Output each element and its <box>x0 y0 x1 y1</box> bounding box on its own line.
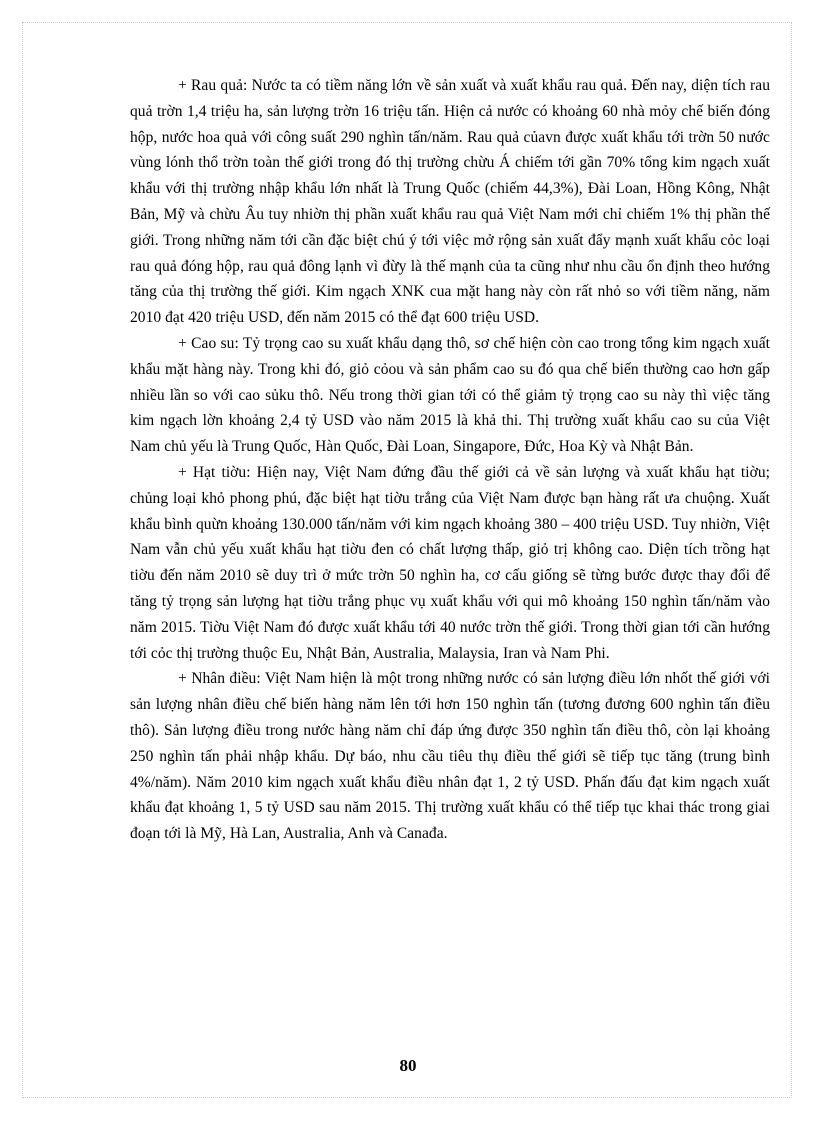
document-body <box>130 73 770 847</box>
paragraph-cashew: + Nhân điều: Việt Nam hiện là một trong những nước có sản lượng điều lớn nhốt thế giới với sản lượng nhân điều chế biến hàng năm lên tới hơn 150 nghìn tấn (tương đương 600 nghìn tấn điều thô). Sản lượng điều trong nước hàng năm chỉ đáp ứng được 350 nghìn tấn điều thô, còn lại khoảng 250 nghìn tấn phải nhập khẩu. Dự báo, nhu cầu tiêu thụ điều thế giới sẽ tiếp tục tăng (trung bình 4%/năm). Năm 2010 kim ngạch xuất khẩu điều nhân đạt 1, 2 tỷ USD. Phấn đấu đạt kim ngạch xuất khẩu đạt khoảng 1, 5 tỷ USD sau năm 2015. Thị trường xuất khẩu có thể tiếp tục khai thác trong giai đoạn tới là Mỹ, Hà Lan, Australia, Anh và Canađa. <box>130 670 770 843</box>
page-number: 80 <box>399 1056 417 1075</box>
paragraph-vegetables-fruits: + Rau quả: Nước ta có tiềm năng lớn về sản xuất và xuất khẩu rau quả. Đến nay, diện tích rau quả trờn 1,4 triệu ha, sản lượng trờn 16 triệu tấn. Hiện cả nước có khoảng 60 nhà mỏy chế biến đóng hộp, nước hoa quả với công suất 290 nghìn tấn/năm. Rau quả củavn được xuất khẩu tới trờn 50 nước vùng lónh thổ trờn toàn thế giới trong đó thị trường chừu Á chiếm tới gần 70% tổng kim ngạch xuất khẩu với thị trường nhập khẩu lớn nhất là Trung Quốc (chiếm 44,3%), Đài Loan, Hồng Kông, Nhật Bản, Mỹ và chừu Âu tuy nhiờn thị phần xuất khẩu rau quả Việt Nam mới chỉ chiếm 1% thị phần thế giới. Trong những năm tới cần đặc biệt chú ý tới việc mở rộng sản xuất đẩy mạnh xuất khẩu cỏc loại rau quả đóng hộp, rau quả đông lạnh vì đừy là thế mạnh của ta cũng như nhu cầu ổn định theo hướng tăng của thị trường thế giới. Kim ngạch XNK cua mặt hang này còn rất nhỏ so với tiềm năng, năm 2010 đạt 420 triệu USD, đến năm 2015 có thể đạt 600 triệu USD. <box>130 77 770 327</box>
paragraph-rubber: + Cao su: Tỷ trọng cao su xuất khẩu dạng thô, sơ chế hiện còn cao trong tổng kim ngạch xuất khẩu mặt hàng này. Trong khi đó, giỏ cỏou và sản phẩm cao su đó qua chế biến thường cao hơn gấp nhiều lần so với cao sủku thô. Nếu trong thời gian tới có thể giảm tỷ trọng cao su này thì việc tăng kim ngạch lờn khoảng 2,4 tỷ USD vào năm 2015 là khả thi. Thị trường xuất khẩu cao su của Việt Nam chủ yếu là Trung Quốc, Hàn Quốc, Đài Loan, Singapore, Đức, Hoa Kỳ và Nhật Bản. <box>130 334 770 456</box>
paragraph-pepper: + Hạt tiờu: Hiện nay, Việt Nam đứng đầu thế giới cả về sản lượng và xuất khẩu hạt tiờu; chủng loại khỏ phong phú, đặc biệt hạt tiờu trắng của Việt Nam được bạn hàng rất ưa chuộng. Xuất khẩu bình quừn khoảng 130.000 tấn/năm với kim ngạch khoảng 380 – 400 triệu USD. Tuy nhiờn, Việt Nam vẫn chủ yếu xuất khẩu hạt tiờu đen có chất lượng thấp, giỏ trị không cao. Diện tích trồng hạt tiờu đến năm 2010 sẽ duy trì ở mức trờn 50 nghìn ha, cơ cấu giống sẽ từng bước được thay đổi để tăng tỷ trọng sản lượng hạt tiờu trắng phục vụ xuất khẩu với qui mô khoảng 150 nghìn tấn/năm vào năm 2015. Tiờu Việt Nam đó được xuất khẩu tới 40 nước trờn thế giới. Trong thời gian tới cần hướng tới cỏc thị trường thuộc Eu, Nhật Bản, Australia, Malaysia, Iran và Nam Phi. <box>130 463 770 662</box>
